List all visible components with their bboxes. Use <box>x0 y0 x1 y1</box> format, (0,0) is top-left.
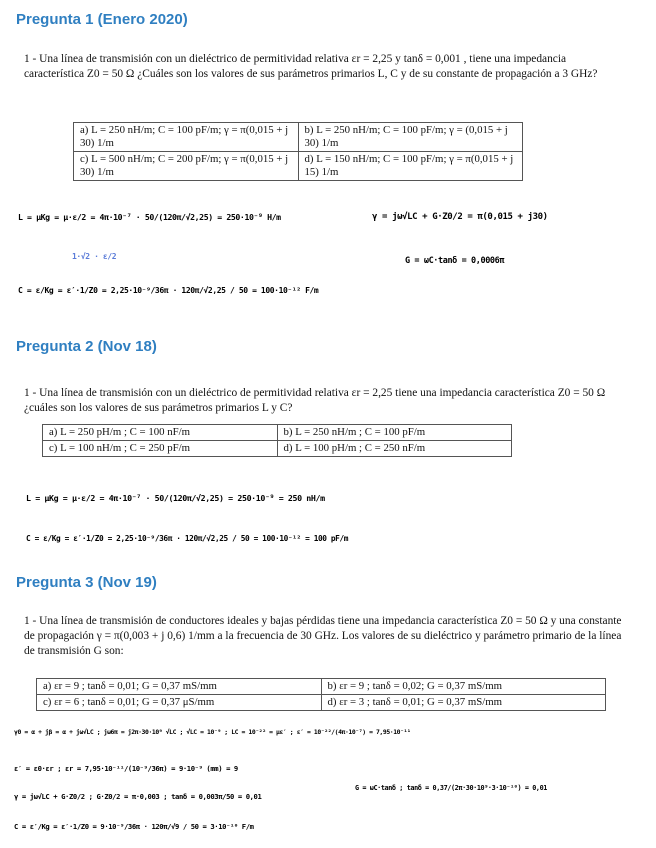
q2-work-L: L = μKg = μ·ε/2 = 4π·10⁻⁷ · 50/(120π/√2,25) = 250·10⁻⁹ = 250 nH/m <box>26 493 325 503</box>
q3-work-gamma: γ0 = α + jβ = α + jω√LC ; jω6π = j2π·30·10⁹ √LC ; √LC = 10⁻⁹ ; LC = 10⁻²² = με′ ; ε′ = 10⁻²²/(4π·10⁻⁷) = 7,95·10⁻¹¹ <box>14 728 411 736</box>
q3-work-G: G = ωC·tanδ ; tanδ = 0,37/(2π·30·10⁹·3·10⁻¹⁰) = 0,01 <box>355 784 547 792</box>
table-row <box>37 695 606 711</box>
q1-work-L: L = μKg = μ·ε/2 = 4π·10⁻⁷ · 50/(120π/√2,25) = 250·10⁻⁹ H/m <box>18 212 281 222</box>
table-row <box>74 152 523 181</box>
table-row <box>74 123 523 152</box>
q1-work-note: 1·√2 · ε/2 <box>72 252 117 261</box>
q3-option-d: d) εr = 3 ; tanδ = 0,01; G = 0,37 mS/mm <box>321 695 606 711</box>
q3-options-table <box>36 678 606 711</box>
table-row <box>37 679 606 695</box>
q1-option-b: b) L = 250 nH/m; C = 100 pF/m; γ = (0,015 + j 30) 1/m <box>298 123 523 152</box>
q3-option-a: a) εr = 9 ; tanδ = 0,01; G = 0,37 mS/mm <box>37 679 322 695</box>
q2-statement: 1 - Una línea de transmisión con un dieléctrico de permitividad relativa εr = 2,25 tiene una impedancia característica Z0 = 50 Ω ¿cuáles son los valores de sus parámetros primarios L y C? <box>24 387 606 414</box>
q3-statement: 1 - Una línea de transmisión de conductores ideales y bajas pérdidas tiene una impedancia característica Z0 = 50 Ω y una constante de propagación γ = π(0,003 + j 0,6) 1/mm a la frecuencia de 30 GHz. Los valores de su dieléctrico y parámetro primario de la línea de transmisión G son: <box>24 615 622 657</box>
q1-options-table <box>73 122 523 181</box>
q1-option-a: a) L = 250 nH/m; C = 100 pF/m; γ = π(0,015 + j 30) 1/m <box>74 123 299 152</box>
q1-work-G: G = ωC·tanδ = 0,0006π <box>405 256 505 266</box>
q2-option-d: d) L = 100 pH/m ; C = 250 nF/m <box>277 441 512 457</box>
q3-title: Pregunta 3 (Nov 19) <box>16 574 157 591</box>
q1-option-c: c) L = 500 nH/m; C = 200 pF/m; γ = π(0,015 + j 30) 1/m <box>74 152 299 181</box>
q1-work-gamma: γ = jω√LC + G·Z0/2 = π(0,015 + j30) <box>372 212 548 222</box>
q1-statement: 1 - Una línea de transmisión con un dieléctrico de permitividad relativa εr = 2,25 y tanδ = 0,001 , tiene una impedancia característica Z0 = 50 Ω ¿Cuáles son los valores de sus parámetros primarios L, C y de su constante de propagación a 3 GHz? <box>24 53 598 80</box>
q2-option-a: a) L = 250 pH/m ; C = 100 nF/m <box>43 425 278 441</box>
q3-option-c: c) εr = 6 ; tanδ = 0,01; G = 0,37 μS/mm <box>37 695 322 711</box>
q3-option-b: b) εr = 9 ; tanδ = 0,02; G = 0,37 mS/mm <box>321 679 606 695</box>
q2-options-table <box>42 424 512 457</box>
q3-work-tan: γ = jω√LC + G·Z0/2 ; G·Z0/2 = π·0,003 ; tanδ = 0,003π/50 = 0,01 <box>14 792 262 801</box>
q1-option-d: d) L = 150 nH/m; C = 100 pF/m; γ = π(0,015 + j 15) 1/m <box>298 152 523 181</box>
q2-option-c: c) L = 100 nH/m ; C = 250 pF/m <box>43 441 278 457</box>
q2-work-C: C = ε/Kg = ε′·1/Z0 = 2,25·10⁻⁹/36π · 120π/√2,25 / 50 = 100·10⁻¹² = 100 pF/m <box>26 534 349 543</box>
q3-work-C: C = ε′/Kg = ε′·1/Z0 = 9·10⁻⁹/36π · 120π/√9 / 50 = 3·10⁻¹⁰ F/m <box>14 822 254 831</box>
q1-work-C: C = ε/Kg = ε′·1/Z0 = 2,25·10⁻⁹/36π · 120π/√2,25 / 50 = 100·10⁻¹² F/m <box>18 286 319 295</box>
q1-title: Pregunta 1 (Enero 2020) <box>16 11 188 28</box>
q2-title: Pregunta 2 (Nov 18) <box>16 338 157 355</box>
q2-option-b: b) L = 250 nH/m ; C = 100 pF/m <box>277 425 512 441</box>
q3-work-eps: ε′ = ε0·εr ; εr = 7,95·10⁻¹¹/(10⁻⁹/36π) = 9·10⁻⁹ (mm) = 9 <box>14 764 238 773</box>
table-row <box>43 425 512 441</box>
table-row <box>43 441 512 457</box>
